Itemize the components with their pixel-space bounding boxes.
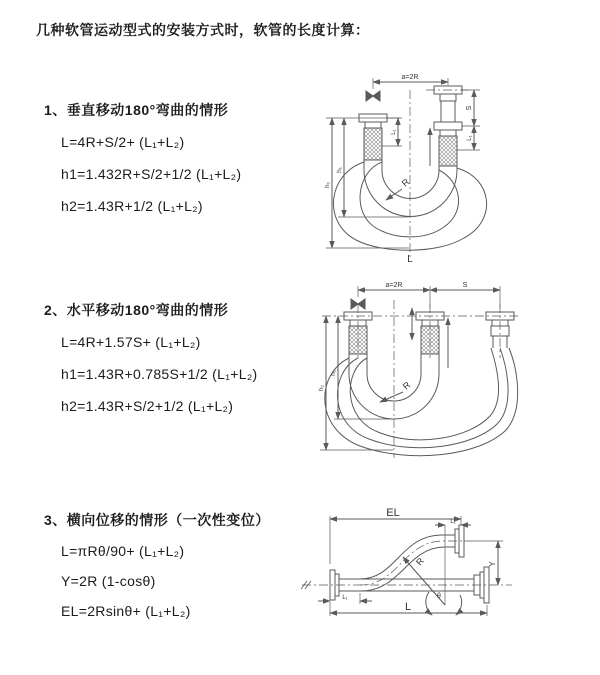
braided-hose-section [349, 326, 367, 354]
dim-label-h2: h₂ [318, 384, 325, 392]
dim-label-s: S [466, 105, 473, 111]
radius-label: R [399, 176, 412, 189]
diagram-lateral-displacement [296, 494, 598, 662]
braided-hose-section [364, 128, 382, 160]
section-1-heading: 1、垂直移动180°弯曲的情形 [44, 102, 229, 118]
section-3 [44, 510, 270, 626]
diagram-vertical-180-bend [308, 70, 595, 265]
dim-label-l1-left: L₁ [391, 129, 397, 135]
formula-line: h2=1.43R+S/2+1/2 (L₁+L₂) [61, 398, 234, 414]
braided-hose-section [439, 136, 457, 166]
radius-leader [386, 189, 402, 200]
hose-displaced-position [360, 535, 462, 591]
radius-label: R [414, 555, 426, 568]
angle-arc [426, 592, 432, 615]
formula-line: EL=2Rsinθ+ (L₁+L₂) [61, 603, 191, 619]
radius-label: R [400, 379, 413, 392]
formula-line: Y=2R (1-cosθ) [61, 573, 156, 589]
dim-label-l1-left: L₁ [342, 595, 348, 601]
section-1 [44, 100, 241, 222]
dim-label-s: S [462, 282, 468, 289]
section-3-heading: 3、横向位移的情形（一次性变位） [44, 512, 270, 528]
valve-icon [366, 91, 380, 101]
formula-line: h2=1.43R+1/2 (L₁+L₂) [61, 198, 203, 214]
formula-line: L=4R+1.57S+ (L₁+L₂) [61, 334, 201, 350]
diagram-horizontal-180-bend [308, 278, 595, 463]
dim-label-el: EL [386, 507, 400, 519]
dim-label-a2r: a=2R [385, 282, 403, 289]
angle-arc [456, 595, 462, 615]
section-2 [44, 300, 258, 422]
dim-label-l1-top: L₁ [450, 519, 456, 525]
section-3-formulas [44, 536, 270, 626]
dim-label-h1: h₁ [336, 167, 343, 173]
section-1-formulas [44, 126, 241, 222]
dim-label-h1: h₁ [330, 370, 337, 376]
dim-label-h2: h₂ [324, 181, 331, 189]
formula-line: L=4R+S/2+ (L₁+L₂) [61, 134, 185, 150]
hose-position-1 [364, 160, 457, 217]
braided-hose-section [421, 326, 439, 354]
pipe-right [434, 86, 462, 166]
formula-line: h1=1.432R+S/2+1/2 (L₁+L₂) [61, 166, 242, 182]
section-2-heading: 2、水平移动180°弯曲的情形 [44, 302, 229, 318]
pipe-left [359, 114, 387, 160]
page-title: 几种软管运动型式的安装方式时，软管的长度计算： [36, 22, 370, 38]
dim-label-y: Y [488, 561, 497, 567]
length-label: L [407, 254, 413, 265]
pipe-left [344, 312, 372, 354]
formula-line: h1=1.43R+0.785S+1/2 (L₁+L₂) [61, 366, 258, 382]
dim-label-a2r: a=2R [401, 74, 419, 81]
formula-line: L=πRθ/90+ (L₁+L₂) [61, 543, 185, 559]
pipe-middle [416, 312, 444, 354]
angle-label: θ [437, 593, 441, 600]
length-label: L [404, 601, 412, 613]
dim-label-l1: L₁ [467, 135, 473, 141]
section-2-formulas [44, 326, 258, 422]
